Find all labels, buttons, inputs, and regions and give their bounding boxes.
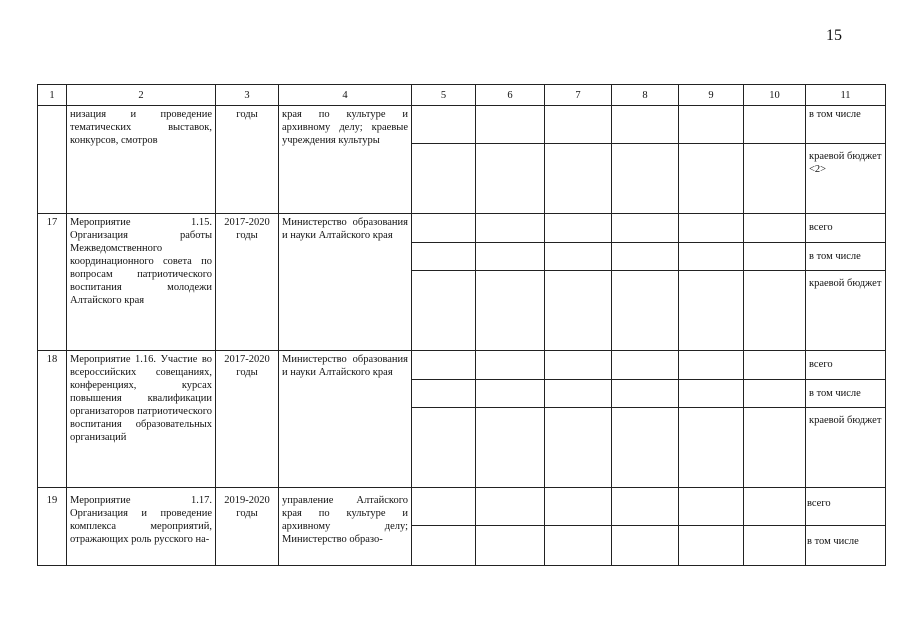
value-cell (612, 380, 679, 408)
table-row (38, 214, 886, 243)
funding-label: всего (806, 488, 886, 526)
years-cell: 2017-2020 годы (216, 214, 279, 351)
value-cell (412, 106, 476, 144)
value-cell (545, 408, 612, 488)
value-cell (612, 488, 679, 526)
value-cell (744, 243, 806, 271)
value-cell (545, 243, 612, 271)
value-cell (476, 271, 545, 351)
value-cell (476, 243, 545, 271)
value-cell (679, 271, 744, 351)
header-cell: 5 (412, 85, 476, 106)
value-cell (679, 144, 744, 214)
value-cell (412, 526, 476, 566)
page-number: 15 (826, 27, 842, 44)
event-cell: Мероприятие 1.15. Организация работы Межведомственного координационного совета по вопросам патриотического воспитания молодежи Алтайского края (67, 214, 216, 351)
value-cell (679, 214, 744, 243)
executor-cell: края по культуре и архивному делу; краевые учреждения культуры (279, 106, 412, 214)
value-cell (476, 144, 545, 214)
value-cell (476, 214, 545, 243)
header-cell: 8 (612, 85, 679, 106)
program-table (37, 84, 886, 566)
funding-label: всего (806, 351, 886, 380)
header-row (38, 85, 886, 106)
header-cell: 4 (279, 85, 412, 106)
header-cell: 2 (67, 85, 216, 106)
value-cell (412, 271, 476, 351)
funding-label: всего (806, 214, 886, 243)
value-cell (412, 351, 476, 380)
header-cell: 11 (806, 85, 886, 106)
funding-label: в том числе (806, 106, 886, 144)
years-cell: 2017-2020 годы (216, 351, 279, 488)
value-cell (679, 351, 744, 380)
executor-cell: Министерство образования и науки Алтайского края (279, 351, 412, 488)
value-cell (612, 408, 679, 488)
row-number (38, 106, 67, 214)
value-cell (612, 214, 679, 243)
value-cell (744, 408, 806, 488)
value-cell (545, 214, 612, 243)
years-cell: 2019-2020 годы (216, 488, 279, 566)
value-cell (412, 243, 476, 271)
value-cell (545, 526, 612, 566)
value-cell (476, 380, 545, 408)
value-cell (679, 380, 744, 408)
value-cell (545, 144, 612, 214)
funding-label: в том числе (806, 526, 886, 566)
value-cell (744, 106, 806, 144)
value-cell (612, 106, 679, 144)
value-cell (545, 351, 612, 380)
value-cell (476, 526, 545, 566)
value-cell (412, 214, 476, 243)
row-number: 17 (38, 214, 67, 351)
value-cell (476, 351, 545, 380)
value-cell (545, 380, 612, 408)
executor-cell: управление Алтайского края по культуре и архивному делу; Министерство образо- (279, 488, 412, 566)
row-number: 18 (38, 351, 67, 488)
value-cell (744, 351, 806, 380)
event-cell: низация и проведение тематических выставок, конкурсов, смотров (67, 106, 216, 214)
row-number: 19 (38, 488, 67, 566)
value-cell (744, 488, 806, 526)
value-cell (612, 351, 679, 380)
value-cell (744, 271, 806, 351)
header-cell: 1 (38, 85, 67, 106)
event-cell: Мероприятие 1.17. Организация и проведение комплекса мероприятий, отражающих роль русского на- (67, 488, 216, 566)
funding-label: краевой бюджет <2> (806, 144, 886, 214)
header-cell: 7 (545, 85, 612, 106)
value-cell (679, 526, 744, 566)
header-cell: 3 (216, 85, 279, 106)
value-cell (412, 144, 476, 214)
value-cell (412, 488, 476, 526)
value-cell (476, 408, 545, 488)
funding-label: краевой бюджет (806, 408, 886, 488)
value-cell (679, 106, 744, 144)
header-cell: 10 (744, 85, 806, 106)
value-cell (476, 488, 545, 526)
funding-label: в том числе (806, 243, 886, 271)
years-cell: годы (216, 106, 279, 214)
value-cell (744, 380, 806, 408)
table-row (38, 106, 886, 144)
value-cell (476, 106, 545, 144)
value-cell (612, 243, 679, 271)
event-cell: Мероприятие 1.16. Участие во всероссийских совещаниях, конференциях, курсах повышения квалификации организаторов патриотического воспитания образовательных организаций (67, 351, 216, 488)
table-row (38, 488, 886, 526)
value-cell (612, 144, 679, 214)
table-row (38, 351, 886, 380)
header-cell: 6 (476, 85, 545, 106)
funding-label: в том числе (806, 380, 886, 408)
value-cell (744, 144, 806, 214)
value-cell (612, 271, 679, 351)
executor-cell: Министерство образования и науки Алтайского края (279, 214, 412, 351)
value-cell (679, 408, 744, 488)
value-cell (679, 243, 744, 271)
value-cell (545, 488, 612, 526)
value-cell (744, 526, 806, 566)
funding-label: краевой бюджет (806, 271, 886, 351)
value-cell (545, 271, 612, 351)
value-cell (679, 488, 744, 526)
value-cell (545, 106, 612, 144)
value-cell (612, 526, 679, 566)
value-cell (412, 380, 476, 408)
value-cell (412, 408, 476, 488)
value-cell (744, 214, 806, 243)
header-cell: 9 (679, 85, 744, 106)
